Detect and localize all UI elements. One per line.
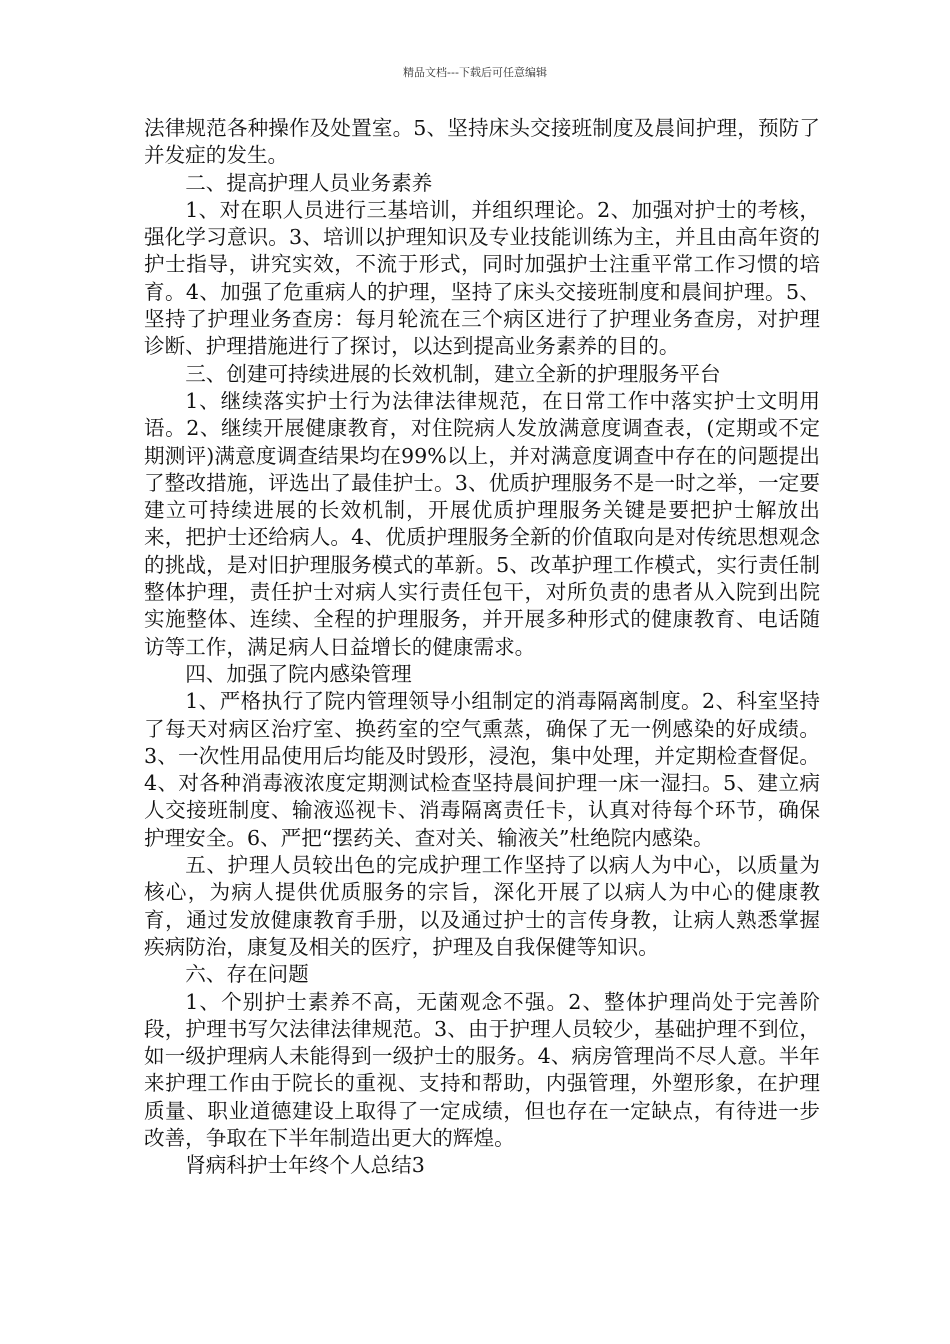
- paragraph-section-6: 1、个别护士素养不高，无菌观念不强。2、整体护理尚处于完善阶段，护理书写欠法律法律规范。3、由于护理人员较少，基础护理不到位，如一级护理病人未能得到一级护士的服务。4、病房管理尚不尽人意。半年来护理工作由于院长的重视、支持和帮助，内强管理，外塑形象，在护理质量、职业道德建设上取得了一定成绩，但也存在一定缺点，有待进一步改善，争取在下半年制造出更大的辉煌。: [144, 989, 820, 1150]
- paragraph-section-5: 五、护理人员较出色的完成护理工作坚持了以病人为中心，以质量为核心，为病人提供优质服务的宗旨，深化开展了以病人为中心的健康教育，通过发放健康教育手册，以及通过护士的言传身教，让病人熟悉掌握疾病防治，康复及相关的医疗，护理及自我保健等知识。: [144, 853, 820, 959]
- paragraph-continuation: 法律规范各种操作及处置室。5、坚持床头交接班制度及晨间护理，预防了并发症的发生。: [144, 116, 820, 168]
- paragraph-section-2: 1、对在职人员进行三基培训，并组织理论。2、加强对护士的考核，强化学习意识。3、培训以护理知识及专业技能训练为主，并且由高年资的护士指导，讲究实效，不流于形式，同时加强护士注重平常工作习惯的培育。4、加强了危重病人的护理，坚持了床头交接班制度和晨间护理。5、坚持了护理业务查房：每月轮流在三个病区进行了护理业务查房，对护理诊断、护理措施进行了探讨，以达到提高业务素养的目的。: [144, 197, 820, 359]
- document-body: [144, 115, 820, 1180]
- page-header: 精品文档---下载后可任意编辑: [403, 66, 547, 79]
- paragraph-section-3: 1、继续落实护士行为法律法律规范，在日常工作中落实护士文明用语。2、继续开展健康教育，对住院病人发放满意度调查表，(定期或不定期测评)满意度调查结果均在99%以上，并对满意度调查中存在的问题提出了整改措施，评选出了最佳护士。3、优质护理服务不是一时之举，一定要建立可持续进展的长效机制，开展优质护理服务关键是要把护士解放出来，把护士还给病人。4、优质护理服务全新的价值取向是对传统思想观念的挑战，是对旧护理服务模式的革新。5、改革护理工作模式，实行责任制整体护理，责任护士对病人实行责任包干，对所负责的患者从入院到出院实施整体、连续、全程的护理服务，并开展多种形式的健康教育、电话随访等工作，满足病人日益增长的健康需求。: [144, 388, 820, 659]
- section-heading-2: 二、提高护理人员业务素养: [185, 170, 433, 195]
- section-heading-3: 三、创建可持续进展的长效机制，建立全新的护理服务平台: [185, 361, 721, 386]
- section-heading-6: 六、存在问题: [185, 962, 309, 987]
- next-document-title: 肾病科护士年终个人总结3: [185, 1153, 425, 1178]
- paragraph-section-4: 1、严格执行了院内管理领导小组制定的消毒隔离制度。2、科室坚持了每天对病区治疗室、换药室的空气熏蒸，确保了无一例感染的好成绩。3、一次性用品使用后均能及时毁形，浸泡，集中处理，并定期检查督促。4、对各种消毒液浓度定期测试检查坚持晨间护理一床一湿扫。5、建立病人交接班制度、输液巡视卡、消毒隔离责任卡，认真对待每个环节，确保护理安全。6、严把“摆药关、查对关、输液关”杜绝院内感染。: [144, 689, 820, 850]
- section-heading-4: 四、加强了院内感染管理: [185, 661, 412, 686]
